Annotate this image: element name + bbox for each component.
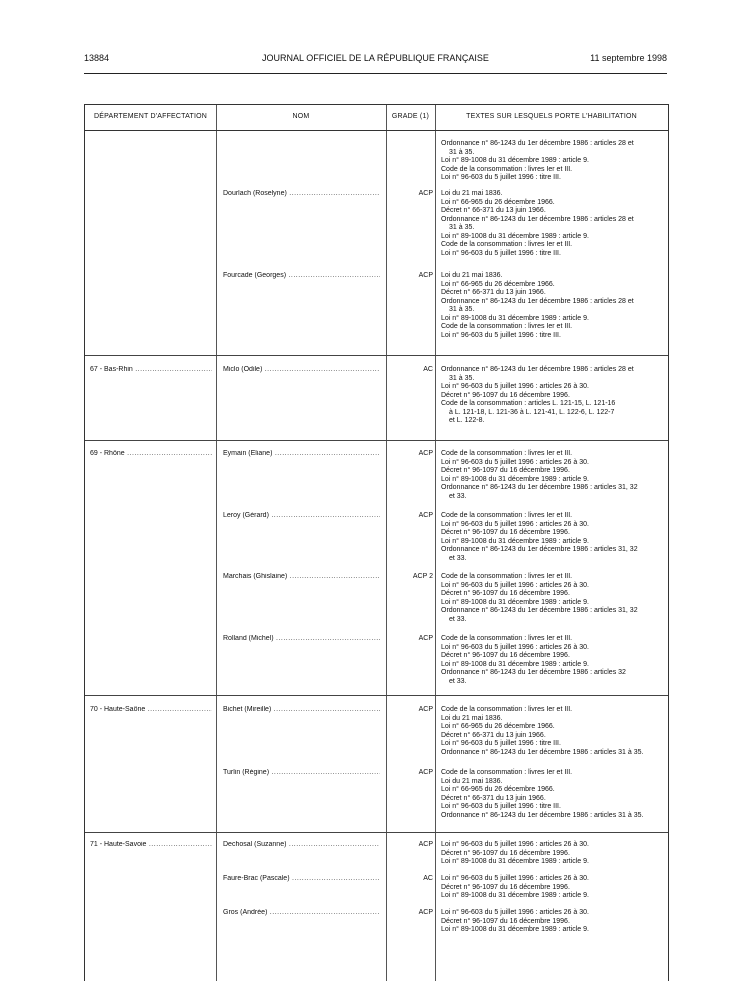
texte-line: Ordonnance n° 86-1243 du 1er décembre 1986 : articles 31, 32	[441, 484, 638, 491]
texte-line: à L. 121-18, L. 121-36 à L. 121-41, L. 122-6, L. 122-7	[449, 408, 615, 416]
texte-line: Code de la consommation : livres Ier et III.	[441, 165, 573, 173]
texte-line: Ordonnance n° 86-1243 du 1er décembre 1986 : articles 31, 32	[441, 607, 638, 614]
texte-line: Décret n° 66-371 du 13 juin 1966.	[441, 794, 546, 802]
texte-line: Loi du 21 mai 1836.	[441, 714, 503, 722]
texte-line: Loi n° 89-1008 du 31 décembre 1989 : article 9.	[441, 858, 589, 865]
texte-line: Code de la consommation : livres Ier et III.	[441, 769, 573, 776]
texte-line: Ordonnance n° 86-1243 du 1er décembre 1986 : articles 28 et	[441, 140, 634, 147]
texte-line: Ordonnance n° 86-1243 du 1er décembre 1986 : articles 28 et	[441, 366, 634, 373]
grade-cell: ACP	[418, 909, 433, 916]
nom-cell: Eymain (Eliane) .....	[223, 450, 380, 457]
nom-cell: Leroy (Gérard) .....	[223, 512, 380, 519]
texte-line: 31 à 35.	[449, 224, 475, 231]
col-header-grade: GRADE (1)	[391, 113, 430, 120]
texte-line: Loi n° 96-603 du 5 juillet 1996 : titre III.	[441, 803, 561, 810]
texte-line: Décret n° 96-1097 du 16 décembre 1996.	[441, 652, 570, 659]
group-divider	[85, 440, 668, 441]
textes-cell	[441, 190, 666, 258]
texte-line: Loi n° 89-1008 du 31 décembre 1989 : article 9.	[441, 892, 589, 899]
textes-cell	[441, 512, 666, 563]
group-divider	[85, 832, 668, 833]
texte-line: Loi n° 96-603 du 5 juillet 1996 : articles 26 à 30.	[441, 841, 589, 848]
texte-line: Code de la consommation : livres Ier et III.	[441, 241, 573, 248]
texte-line: Loi n° 89-1008 du 31 décembre 1989 : article 9.	[441, 660, 589, 668]
texte-line: Loi n° 96-603 du 5 juillet 1996 : articles 26 à 30.	[441, 643, 589, 651]
nom-cell: Fourcade (Georges) .....	[223, 272, 380, 279]
column-separator	[216, 105, 217, 981]
texte-line: Loi n° 96-603 du 5 juillet 1996 : articles 26 à 30.	[441, 520, 589, 528]
texte-line: Ordonnance n° 86-1243 du 1er décembre 1986 : articles 28 et	[441, 297, 634, 305]
textes-cell	[441, 706, 666, 757]
texte-line: Code de la consommation : livres Ier et III.	[441, 450, 573, 457]
grade-cell: ACP	[418, 841, 433, 848]
texte-line: Loi n° 66-965 du 26 décembre 1966.	[441, 198, 555, 206]
texte-line: Loi n° 96-603 du 5 juillet 1996 : articles 26 à 30.	[441, 875, 589, 882]
texte-line: Code de la consommation : livres Ier et III.	[441, 323, 573, 330]
texte-line: Loi n° 96-603 du 5 juillet 1996 : titre III.	[441, 331, 561, 339]
texte-line: Loi n° 96-603 du 5 juillet 1996 : titre III.	[441, 740, 561, 747]
texte-line: Loi n° 66-965 du 26 décembre 1966.	[441, 723, 555, 730]
column-separator	[386, 105, 387, 981]
texts-continuation	[441, 140, 666, 183]
nom-cell: Faure-Brac (Pascale) .....	[223, 875, 380, 882]
texte-line: Loi n° 96-603 du 5 juillet 1996 : articles 26 à 30.	[441, 909, 589, 916]
texte-line: Loi n° 89-1008 du 31 décembre 1989 : article 9.	[441, 598, 589, 606]
texte-line: Loi n° 89-1008 du 31 décembre 1989 : article 9.	[441, 537, 589, 545]
grade-cell: ACP	[418, 706, 433, 713]
texte-line: Décret n° 96-1097 du 16 décembre 1996.	[441, 883, 570, 891]
texte-line: Décret n° 96-1097 du 16 décembre 1996.	[441, 849, 570, 857]
nom-cell: Dechosal (Suzanne) .....	[223, 841, 380, 848]
group-divider	[85, 695, 668, 696]
texte-line: et 33.	[449, 492, 467, 500]
page-header	[84, 53, 667, 67]
page-number: 13884	[84, 53, 110, 63]
texte-line: Loi n° 96-603 du 5 juillet 1996 : titre III.	[441, 249, 561, 257]
departement-cell: 71 - Haute-Savoie .....	[90, 841, 212, 848]
texte-line: Loi du 21 mai 1836.	[441, 777, 503, 785]
departement-cell: 67 - Bas-Rhin .....	[90, 366, 212, 373]
texte-line: Ordonnance n° 86-1243 du 1er décembre 1986 : articles 28 et	[441, 215, 634, 223]
texte-line: Code de la consommation : livres Ier et III.	[441, 573, 573, 580]
publication-date: 11 septembre 1998	[590, 53, 667, 63]
textes-cell	[441, 450, 666, 501]
texte-line: et L. 122-8.	[449, 417, 485, 424]
textes-cell	[441, 875, 666, 901]
texte-line: Loi du 21 mai 1836.	[441, 190, 503, 197]
textes-cell	[441, 909, 666, 935]
texte-line: Décret n° 96-1097 du 16 décembre 1996.	[441, 590, 570, 597]
group-divider	[85, 355, 668, 356]
grade-cell: ACP 2	[412, 573, 433, 580]
departement-cell: 69 - Rhône .....	[90, 450, 212, 457]
texte-line: Décret n° 96-1097 du 16 décembre 1996.	[441, 391, 570, 399]
texte-line: et 33.	[449, 677, 467, 685]
texte-line: et 33.	[449, 554, 467, 562]
texte-line: Ordonnance n° 86-1243 du 1er décembre 1986 : articles 31 à 35.	[441, 748, 644, 756]
grade-cell: ACP	[418, 635, 433, 642]
texte-line: Loi n° 96-603 du 5 juillet 1996 : titre III.	[441, 174, 561, 181]
grade-cell: ACP	[418, 272, 433, 279]
grade-cell: ACP	[418, 769, 433, 776]
nom-cell: Marchais (Ghislaine) .....	[223, 573, 380, 580]
grade-cell: AC	[423, 366, 433, 373]
texte-line: Décret n° 96-1097 du 16 décembre 1996.	[441, 529, 570, 536]
texte-line: Code de la consommation : livres Ier et III.	[441, 706, 573, 713]
texte-line: Loi n° 66-965 du 26 décembre 1966.	[441, 786, 555, 793]
texte-line: Code de la consommation : livres Ier et III.	[441, 635, 573, 642]
nom-cell: Rolland (Michel) .....	[223, 635, 380, 642]
texte-line: Décret n° 66-371 du 13 juin 1966.	[441, 289, 546, 296]
col-header-nom: NOM	[292, 113, 310, 120]
texte-line: Ordonnance n° 86-1243 du 1er décembre 1986 : articles 32	[441, 669, 626, 676]
texte-line: Loi n° 96-603 du 5 juillet 1996 : articles 26 à 30.	[441, 581, 589, 589]
texte-line: Ordonnance n° 86-1243 du 1er décembre 1986 : articles 31, 32	[441, 546, 638, 553]
textes-cell	[441, 366, 666, 426]
texte-line: Décret n° 96-1097 du 16 décembre 1996.	[441, 467, 570, 474]
textes-cell	[441, 272, 666, 340]
grade-cell: ACP	[418, 450, 433, 457]
departement-cell: 70 - Haute-Saône .....	[90, 706, 212, 713]
table-header	[85, 105, 668, 131]
nom-cell: Bichet (Mireille) .....	[223, 706, 380, 713]
nom-cell: Miclo (Odile) .....	[223, 366, 380, 373]
texte-line: Ordonnance n° 86-1243 du 1er décembre 1986 : articles 31 à 35.	[441, 811, 644, 819]
texte-line: Loi n° 89-1008 du 31 décembre 1989 : article 9.	[441, 926, 589, 933]
texte-line: Loi n° 96-603 du 5 juillet 1996 : articles 26 à 30.	[441, 383, 589, 390]
texte-line: Loi n° 89-1008 du 31 décembre 1989 : article 9.	[441, 157, 589, 164]
texte-line: Décret n° 96-1097 du 16 décembre 1996.	[441, 917, 570, 925]
texte-line: Code de la consommation : articles L. 121-15, L. 121-16	[441, 400, 616, 407]
textes-cell	[441, 635, 666, 686]
texte-line: Loi n° 66-965 du 26 décembre 1966.	[441, 280, 555, 288]
texte-line: 31 à 35.	[449, 306, 475, 313]
texte-line: Loi n° 89-1008 du 31 décembre 1989 : article 9.	[441, 475, 589, 483]
texte-line: Loi n° 89-1008 du 31 décembre 1989 : article 9.	[441, 232, 589, 240]
textes-cell	[441, 573, 666, 624]
grade-cell: AC	[423, 875, 433, 882]
texte-line: Code de la consommation : livres Ier et III.	[441, 512, 573, 519]
column-separator	[435, 105, 436, 981]
texte-line: 31 à 35.	[449, 148, 475, 156]
texte-line: Décret n° 66-371 du 13 juin 1966.	[441, 731, 546, 739]
texte-line: Décret n° 66-371 du 13 juin 1966.	[441, 207, 546, 214]
textes-cell	[441, 841, 666, 867]
nom-cell: Gros (Andrée) .....	[223, 909, 380, 916]
col-header-departement: DÉPARTEMENT D'AFFECTATION	[93, 113, 208, 120]
header-rule	[84, 73, 667, 74]
texte-line: et 33.	[449, 615, 467, 623]
nom-cell: Turlin (Régine) .....	[223, 769, 380, 776]
nom-cell: Dourlach (Roselyne) .....	[223, 190, 380, 197]
texte-line: Loi du 21 mai 1836.	[441, 272, 503, 279]
textes-cell	[441, 769, 666, 820]
texte-line: 31 à 35.	[449, 374, 475, 382]
habilitation-table	[84, 104, 669, 981]
texte-line: Loi n° 96-603 du 5 juillet 1996 : articles 26 à 30.	[441, 458, 589, 466]
grade-cell: ACP	[418, 190, 433, 197]
journal-title: JOURNAL OFFICIEL DE LA RÉPUBLIQUE FRANÇAISE	[262, 53, 489, 63]
texte-line: Loi n° 89-1008 du 31 décembre 1989 : article 9.	[441, 314, 589, 322]
grade-cell: ACP	[418, 512, 433, 519]
col-header-textes: TEXTES SUR LESQUELS PORTE L'HABILITATION	[466, 113, 637, 120]
